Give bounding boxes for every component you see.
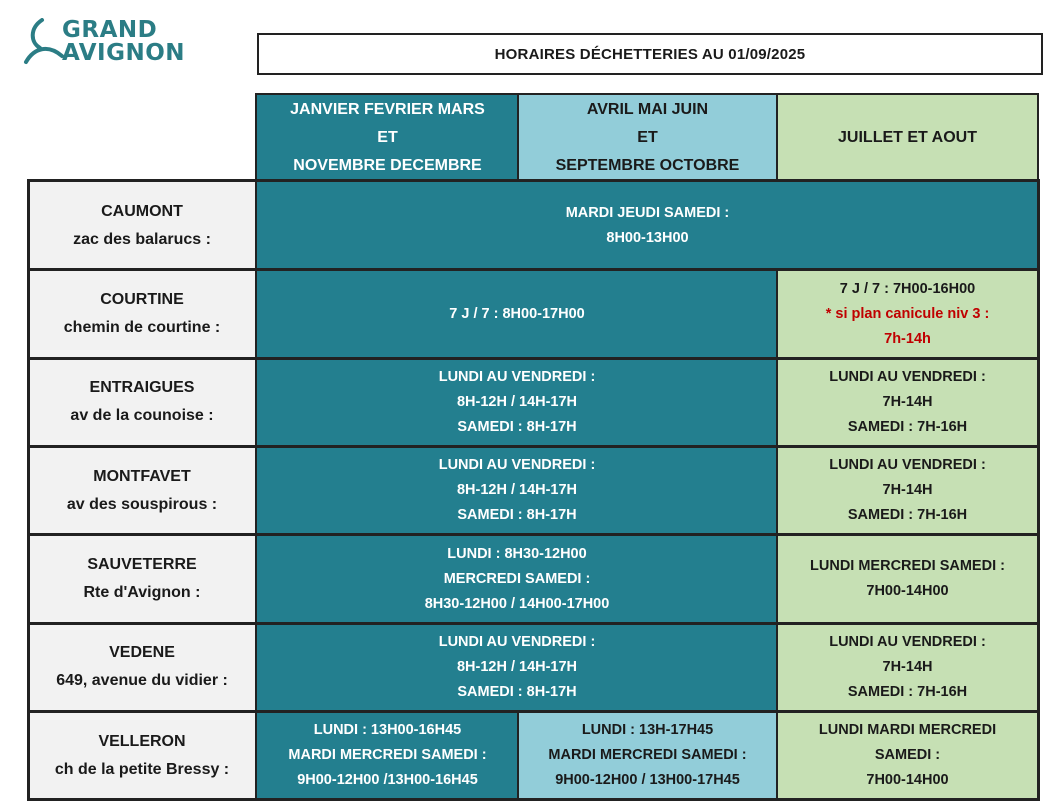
schedule-line: LUNDI : 13H-17H45	[581, 722, 714, 738]
header-summer	[777, 95, 1038, 180]
schedule-line: LUNDI AU VENDREDI :	[438, 368, 596, 385]
schedule-velleron-winter	[257, 712, 518, 799]
site-entraigues	[29, 359, 255, 445]
schedule-line: 7H-14H	[882, 658, 933, 675]
schedule-line: 7H-14H	[882, 482, 933, 498]
schedule-line: SAMEDI : 7H-16H	[847, 418, 968, 435]
schedule-line: MERCREDI SAMEDI :	[443, 570, 591, 587]
column-divider	[776, 268, 778, 800]
site-address: Rte d'Avignon :	[83, 584, 201, 601]
schedule-line: LUNDI AU VENDREDI :	[829, 368, 986, 385]
schedule-line: MARDI MERCREDI SAMEDI :	[548, 747, 747, 763]
schedule-line: 8H-12H / 14H-17H	[456, 482, 578, 498]
column-divider	[517, 710, 519, 800]
site-courtine	[29, 271, 255, 357]
header-winter-line3: NOVEMBRE DECEMBRE	[293, 156, 482, 174]
schedule-montfavet-off-season	[257, 447, 777, 534]
page-title-text: HORAIRES DÉCHETTERIES AU 01/09/2025	[494, 45, 806, 63]
schedule-line: 7H00-14H00	[866, 772, 949, 788]
column-divider	[776, 93, 778, 181]
schedule-entraigues-summer	[777, 359, 1038, 445]
header-spring-line2: ET	[637, 128, 658, 146]
schedule-sauveterre-off-season	[257, 536, 777, 622]
schedule-caumont-all-year	[257, 182, 1038, 269]
schedule-line: SAMEDI : 8H-17H	[457, 507, 577, 523]
site-velleron	[29, 712, 255, 799]
schedule-line: LUNDI : 13H00-16H45	[313, 722, 462, 738]
schedule-line: 8H-12H / 14H-17H	[456, 658, 578, 675]
schedule-line: LUNDI AU VENDREDI :	[438, 457, 596, 473]
schedule-line: SAMEDI : 7H-16H	[847, 683, 968, 700]
site-address: zac des balarucs :	[73, 230, 211, 248]
row-divider	[27, 268, 1040, 271]
logo-text-line1: GRAND	[62, 17, 158, 43]
site-name: COURTINE	[100, 291, 184, 308]
site-address: av de la counoise :	[70, 407, 214, 424]
grand-avignon-logo-icon	[22, 18, 66, 66]
schedule-line: SAMEDI : 8H-17H	[457, 683, 577, 700]
site-address: chemin de courtine :	[63, 319, 221, 336]
logo-text-line2: AVIGNON	[62, 40, 186, 66]
page-title	[257, 33, 1043, 75]
header-border-top	[255, 93, 1039, 95]
schedule-line: 7 J / 7 : 8H00-17H00	[449, 305, 585, 322]
site-sauveterre	[29, 536, 255, 622]
row-divider	[27, 798, 1040, 801]
schedule-line: MARDI MERCREDI SAMEDI :	[288, 747, 487, 763]
row-divider	[27, 622, 1040, 625]
schedule-line: LUNDI MERCREDI SAMEDI :	[810, 558, 1005, 574]
header-border-right	[1037, 93, 1039, 181]
schedule-montfavet-summer	[777, 447, 1038, 534]
schedule-vedene-summer	[777, 624, 1038, 710]
schedule-line: LUNDI : 8H30-12H00	[447, 545, 587, 562]
schedule-line: SAMEDI :	[874, 747, 941, 763]
row-divider	[27, 179, 1040, 182]
site-address: ch de la petite Bressy :	[54, 760, 230, 778]
row-divider	[27, 445, 1040, 448]
heatwave-note: * si plan canicule niv 3 :	[825, 305, 990, 322]
schedule-sauveterre-summer	[777, 536, 1038, 622]
schedule-line: 8H30-12H00 / 14H00-17H00	[424, 595, 610, 612]
schedule-line: 9H00-12H00 /13H00-16H45	[297, 772, 478, 788]
site-name: ENTRAIGUES	[89, 379, 195, 396]
schedule-line: LUNDI MARDI MERCREDI	[818, 722, 997, 738]
header-spring-line3: SEPTEMBRE OCTOBRE	[555, 156, 740, 174]
site-name: VELLERON	[98, 732, 186, 750]
grand-avignon-logo	[22, 14, 212, 70]
column-divider	[255, 93, 257, 801]
schedule-line: LUNDI AU VENDREDI :	[829, 633, 986, 650]
schedule-courtine-off-season	[257, 271, 777, 357]
column-divider	[1037, 180, 1040, 801]
schedule-line: 9H00-12H00 / 13H00-17H45	[555, 772, 740, 788]
schedule-line: 7 J / 7 : 7H00-16H00	[839, 280, 976, 297]
schedule-entraigues-off-season	[257, 359, 777, 445]
schedule-line: 8H-12H / 14H-17H	[456, 393, 578, 410]
column-divider	[27, 180, 30, 801]
header-spring-line1: AVRIL MAI JUIN	[586, 100, 709, 118]
site-name: CAUMONT	[101, 202, 183, 220]
row-divider	[27, 710, 1040, 713]
header-winter	[257, 95, 518, 180]
header-summer-line1: JUILLET ET AOUT	[838, 128, 977, 146]
header-spring-autumn	[518, 95, 777, 180]
site-name: MONTFAVET	[93, 467, 191, 485]
site-name: SAUVETERRE	[87, 556, 197, 573]
row-divider	[27, 533, 1040, 536]
schedule-line: LUNDI AU VENDREDI :	[438, 633, 596, 650]
site-address: 649, avenue du vidier :	[56, 672, 228, 689]
schedule-line: 8H00-13H00	[606, 229, 689, 246]
schedule-line: SAMEDI : 7H-16H	[847, 507, 968, 523]
schedule-line: 7H-14H	[882, 393, 933, 410]
schedule-velleron-spring-autumn	[518, 712, 777, 799]
header-winter-line2: ET	[377, 128, 398, 146]
schedule-velleron-summer	[777, 712, 1038, 799]
schedule-line: LUNDI AU VENDREDI :	[829, 457, 986, 473]
schedule-line: SAMEDI : 8H-17H	[457, 418, 577, 435]
row-divider	[27, 357, 1040, 360]
schedule-vedene-off-season	[257, 624, 777, 710]
schedule-line: MARDI JEUDI SAMEDI :	[565, 204, 730, 221]
site-caumont	[29, 182, 255, 269]
site-address: av des souspirous :	[66, 495, 218, 513]
site-name: VEDENE	[109, 644, 175, 661]
schedule-courtine-summer	[777, 271, 1038, 357]
column-divider	[517, 93, 519, 181]
site-montfavet	[29, 447, 255, 534]
heatwave-hours: 7h-14h	[884, 330, 931, 347]
header-winter-line1: JANVIER FEVRIER MARS	[290, 100, 485, 118]
site-vedene	[29, 624, 255, 710]
schedule-line: 7H00-14H00	[866, 583, 949, 599]
